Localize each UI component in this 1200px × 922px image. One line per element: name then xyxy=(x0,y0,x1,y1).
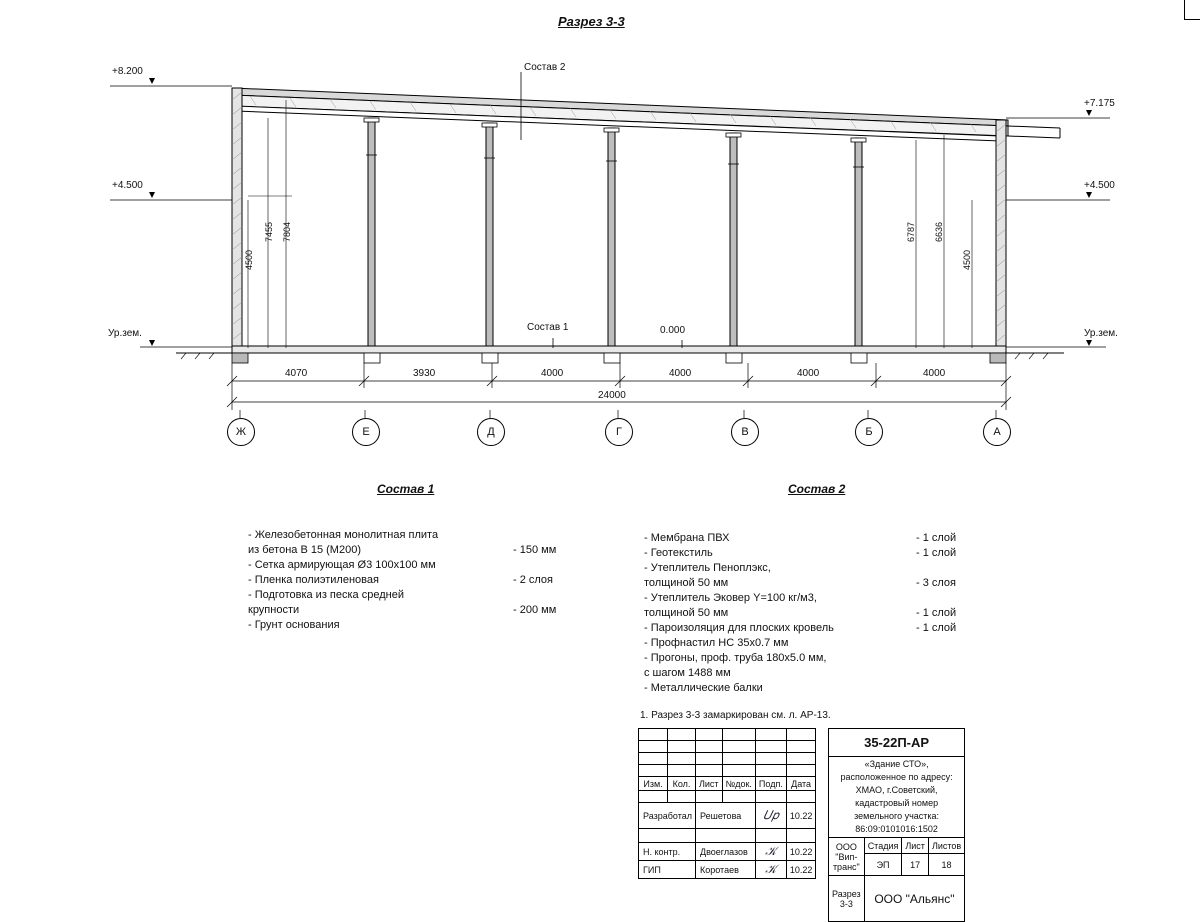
vdim-4500-right: 4500 xyxy=(962,250,972,271)
row-sign-0: 𝑈𝑝 xyxy=(755,803,786,829)
sostav1-item-4-text: - Подготовка из песка средней xyxy=(248,589,404,601)
row-name-2: Коротаев xyxy=(696,861,756,879)
level-arrow-4500-left xyxy=(149,192,155,198)
list-item xyxy=(248,543,578,558)
level-mark-4500-right: +4.500 xyxy=(1084,180,1115,191)
row-sign-1: 𝒦 xyxy=(755,843,786,861)
level-mark-4500-left: +4.500 xyxy=(112,180,143,191)
level-mark-ground-right: Ур.зем. xyxy=(1084,328,1118,339)
list-item xyxy=(248,588,578,603)
object-line-1: «Здание СТО», расположенное по адресу: ХМАО, г.Советский, xyxy=(840,759,953,795)
sostav1-item-1-value: - 150 мм xyxy=(513,544,557,556)
revision-table xyxy=(638,728,816,879)
axis-marker-zh: Ж xyxy=(227,418,255,446)
vdim-4500-left: 4500 xyxy=(244,250,254,271)
span-dim-4: 4000 xyxy=(669,368,692,379)
span-dim-5: 4000 xyxy=(797,368,820,379)
header-podp: Подп. xyxy=(755,777,786,791)
span-dim-3: 4000 xyxy=(541,368,564,379)
sostav1-item-0-text: - Железобетонная монолитная плита xyxy=(248,529,439,541)
sostav2-item-6-value: - 1 слой xyxy=(916,622,957,634)
sheet-note: 1. Разрез 3-3 замаркирован см. л. АР-13. xyxy=(640,710,831,721)
row-date-2: 10.22 xyxy=(786,861,816,879)
axis-marker-a: А xyxy=(983,418,1011,446)
list-item xyxy=(644,621,984,636)
sostav2-item-5-text: толщиной 50 мм xyxy=(644,607,729,619)
axis-marker-b: Б xyxy=(855,418,883,446)
span-dim-2: 3930 xyxy=(413,368,436,379)
callout-sostav1: Состав 1 xyxy=(527,322,569,333)
sostav2-item-1-text: - Геотекстиль xyxy=(644,547,713,559)
list-item xyxy=(248,618,578,633)
sheet-no-value: 17 xyxy=(902,854,929,876)
sostav2-item-2-text: - Утеплитель Пеноплэкс, xyxy=(644,562,771,574)
sostav2-item-1-value: - 1 слой xyxy=(916,547,957,559)
level-arrow-ground-right xyxy=(1086,340,1092,346)
list-item xyxy=(644,681,984,696)
header-kol: Кол. xyxy=(668,777,696,791)
list-item xyxy=(644,531,984,546)
sostav1-item-5-text: крупности xyxy=(248,604,300,616)
row-role-1: Н. контр. xyxy=(639,843,696,861)
company-name: ООО "Вип-транс" xyxy=(829,838,865,876)
sostav2-item-7-text: - Профнастил НС 35х0.7 мм xyxy=(644,637,789,649)
header-stadia: Стадия xyxy=(864,838,902,854)
list-item xyxy=(248,603,578,618)
list-item xyxy=(644,576,984,591)
list-item xyxy=(644,666,984,681)
object-line-2: кадастровый номер земельного участка: 86:09:0101016:1502 xyxy=(854,798,940,834)
axis-marker-v: В xyxy=(731,418,759,446)
sostav2-item-9-text: с шагом 1488 мм xyxy=(644,667,731,679)
list-item xyxy=(644,591,984,606)
sostav2-item-3-text: толщиной 50 мм xyxy=(644,577,729,589)
sostav2-item-0-value: - 1 слой xyxy=(916,532,957,544)
list-item xyxy=(644,636,984,651)
level-mark-7175: +7.175 xyxy=(1084,98,1115,109)
sostav1-list xyxy=(248,528,578,633)
level-arrow-4500-right xyxy=(1086,192,1092,198)
header-sheets: Листов xyxy=(928,838,964,854)
section-drawing xyxy=(0,0,1200,460)
axis-marker-e: Е xyxy=(352,418,380,446)
header-ndok: №док. xyxy=(722,777,755,791)
sostav2-item-10-text: - Металлические балки xyxy=(644,682,763,694)
header-izm: Изм. xyxy=(639,777,668,791)
list-item xyxy=(644,561,984,576)
level-mark-0000: 0.000 xyxy=(660,325,686,336)
list-item xyxy=(248,528,578,543)
object-description xyxy=(829,757,965,838)
list-item xyxy=(248,573,578,588)
axis-marker-d: Д xyxy=(477,418,505,446)
sostav1-title: Состав 1 xyxy=(377,482,435,496)
sostav2-item-4-text: - Утеплитель Эковер Y=100 кг/м3, xyxy=(644,592,817,604)
header-list: Лист xyxy=(696,777,723,791)
sheets-total-value: 18 xyxy=(928,854,964,876)
sostav2-list xyxy=(644,531,984,696)
row-date-1: 10.22 xyxy=(786,843,816,861)
vdim-6787: 6787 xyxy=(906,222,916,243)
header-sheet: Лист xyxy=(902,838,929,854)
sostav1-item-6-text: - Грунт основания xyxy=(248,619,340,631)
list-item xyxy=(644,546,984,561)
row-name-1: Двоеглазов xyxy=(696,843,756,861)
sostav2-item-8-text: - Прогоны, проф. труба 180х5.0 мм, xyxy=(644,652,827,664)
row-sign-2: 𝒦 xyxy=(755,861,786,879)
total-dim: 24000 xyxy=(598,390,626,401)
span-dim-6: 4000 xyxy=(923,368,946,379)
list-item xyxy=(644,651,984,666)
level-mark-ground-left: Ур.зем. xyxy=(108,328,142,339)
level-mark-8200: +8.200 xyxy=(112,66,143,77)
sostav2-item-5-value: - 1 слой xyxy=(916,607,957,619)
vdim-7804: 7804 xyxy=(282,222,292,243)
sostav1-item-3-value: - 2 слоя xyxy=(513,574,554,586)
sostav2-item-6-text: - Пароизоляция для плоских кровель xyxy=(644,622,834,634)
row-role-2: ГИП xyxy=(639,861,696,879)
row-name-0: Решетова xyxy=(696,803,756,829)
level-arrow-ground-left xyxy=(149,340,155,346)
vdim-7455: 7455 xyxy=(264,222,274,243)
vdim-6636: 6636 xyxy=(934,222,944,243)
sostav1-item-1-text: из бетона В 15 (М200) xyxy=(248,544,361,556)
row-date-0: 10.22 xyxy=(786,803,816,829)
stage-value: ЭП xyxy=(864,854,902,876)
page-title: Разрез 3-3 xyxy=(558,14,625,29)
callout-sostav2: Состав 2 xyxy=(524,62,566,73)
axis-marker-g: Г xyxy=(605,418,633,446)
row-role-0: Разработал xyxy=(639,803,696,829)
sostav1-item-2-text: - Сетка армирующая Ø3 100х100 мм xyxy=(248,559,436,571)
drawing-name: Разрез 3-3 xyxy=(829,876,865,922)
header-data: Дата xyxy=(786,777,816,791)
sostav2-title: Состав 2 xyxy=(788,482,846,496)
sostav2-item-3-value: - 3 слоя xyxy=(916,577,957,589)
sostav2-item-0-text: - Мембрана ПВХ xyxy=(644,532,730,544)
contractor-name: ООО "Альянс" xyxy=(864,876,965,922)
list-item xyxy=(644,606,984,621)
project-info-table xyxy=(828,728,965,922)
project-code: 35-22П-АР xyxy=(829,729,965,757)
level-arrow-8200 xyxy=(149,78,155,84)
span-dim-1: 4070 xyxy=(285,368,308,379)
level-arrow-7175 xyxy=(1086,110,1092,116)
list-item xyxy=(248,558,578,573)
sostav1-item-3-text: - Пленка полиэтиленовая xyxy=(248,574,379,586)
sostav1-item-5-value: - 200 мм xyxy=(513,604,557,616)
